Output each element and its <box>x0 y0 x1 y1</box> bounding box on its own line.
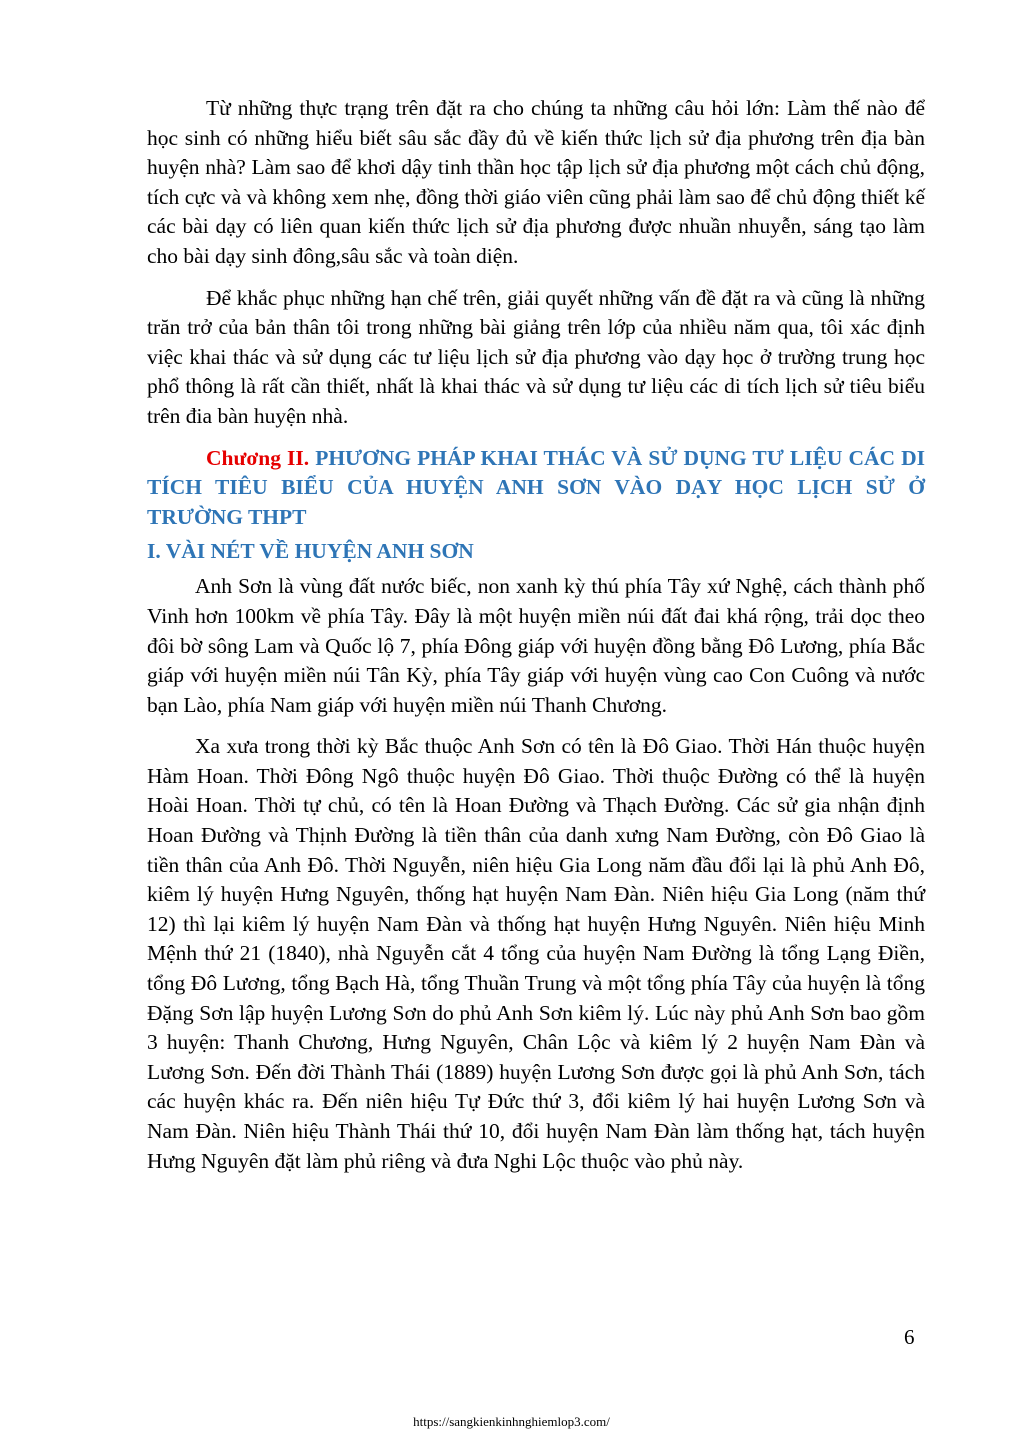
chapter-title: PHƯƠNG PHÁP KHAI THÁC VÀ SỬ DỤNG TƯ LIỆU CÁC DI TÍCH TIÊU BIỂU CỦA HUYỆN ANH SƠN VÀO DẠY HỌC LỊCH SỬ Ở TRƯỜNG THPT <box>147 445 926 529</box>
intro-paragraph-1: Từ những thực trạng trên đặt ra cho chúng ta những câu hỏi lớn: Làm thế nào để học sinh có những hiểu biết sâu sắc đầy đủ về kiến thức lịch sử địa phương trên địa bàn huyện nhà? Làm sao để khơi dậy tinh thần học tập lịch sử địa phương một cách chủ động, tích cực và và không xem nhẹ, đồng thời giáo viên cũng phải làm sao để chủ động thiết kế các bài dạy có liên quan kiến thức lịch sử địa phương được nhuần nhuyễn, sáng tạo làm cho bài dạy sinh đông,sâu sắc và toàn diện. <box>147 96 925 268</box>
section-paragraph-2: Xa xưa trong thời kỳ Bắc thuộc Anh Sơn có tên là Đô Giao. Thời Hán thuộc huyện Hàm Hoan. Thời Đông Ngô thuộc huyện Đô Giao. Thời thuộc Đường có thể là huyện Hoài Hoan. Thời tự chủ, có tên là Hoan Đường và Thạch Đường. Các sử gia nhận định Hoan Đường và Thịnh Đường là tiền thân của danh xưng Nam Đường, còn Đô Giao là tiền thân của Anh Đô. Thời Nguyễn, niên hiệu Gia Long năm đầu đổi lại là phủ Anh Đô, kiêm lý huyện Hưng Nguyên, thống hạt huyện Nam Đàn. Niên hiệu Gia Long (năm thứ 12) thì lại kiêm lý huyện Nam Đàn và thống hạt huyện Hưng Nguyên. Niên hiệu Minh Mệnh thứ 21 (1840), nhà Nguyễn cắt 4 tổng của huyện Nam Đường là tổng Lạng Điền, tổng Đô Lương, tổng Bạch Hà, tổng Thuần Trung và một tổng phía Tây của huyện là tổng Đặng Sơn lập huyện Lương Sơn do phủ Anh Sơn kiêm lý. Lúc này phủ Anh Sơn bao gồm 3 huyện: Thanh Chương, Hưng Nguyên, Chân Lộc và kiêm lý 2 huyện Nam Đàn và Lương Sơn. Đến đời Thành Thái (1889) huyện Lương Sơn được gọi là phủ Anh Sơn, tách các huyện khác ra. Đến niên hiệu Tự Đức thứ 3, đổi kiêm lý hai huyện Lương Sơn và Nam Đàn. Niên hiệu Thành Thái thứ 10, đổi huyện Nam Đàn làm thống hạt, tách huyện Hưng Nguyên đặt làm phủ riêng và đưa Nghi Lộc thuộc vào phủ này. <box>147 734 925 1173</box>
chapter-number: Chương II. <box>206 445 310 470</box>
page-content <box>147 94 925 1188</box>
section-paragraph-1: Anh Sơn là vùng đất nước biếc, non xanh kỳ thú phía Tây xứ Nghệ, cách thành phố Vinh hơn 100km về phía Tây. Đây là một huyện miền núi đất đai khá rộng, trải dọc theo đôi bờ sông Lam và Quốc lộ 7, phía Đông giáp với huyện đồng bằng Đô Lương, phía Bắc giáp với huyện miền núi Tân Kỳ, phía Tây giáp với huyện vùng cao Con Cuông và nước bạn Lào, phía Nam giáp với huyện miền núi Thanh Chương. <box>147 574 925 717</box>
footer-url[interactable]: https://sangkienkinhnghiemlop3.com/ <box>413 1414 610 1429</box>
intro-paragraph-2: Để khắc phục những hạn chế trên, giải quyết những vấn đề đặt ra và cũng là những trăn trở của bản thân tôi trong những bài giảng trên lớp của nhiều năm qua, tôi xác định việc khai thác và sử dụng các tư liệu lịch sử địa phương vào dạy học ở trường trung học phổ thông là rất cần thiết, nhất là khai thác và sử dụng tư liệu các di tích lịch sử tiêu biểu trên đia bàn huyện nhà. <box>147 285 925 428</box>
page-number: 6 <box>904 1325 915 1349</box>
chapter-heading <box>147 444 925 533</box>
section-heading: I. VÀI NÉT VỀ HUYỆN ANH SƠN <box>147 539 474 564</box>
